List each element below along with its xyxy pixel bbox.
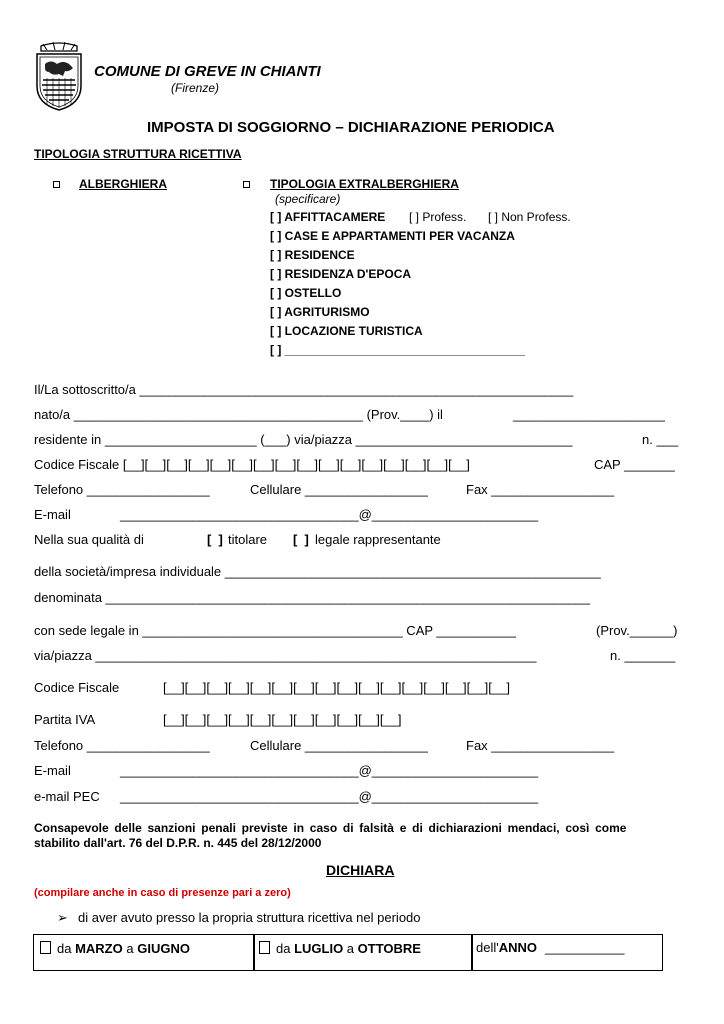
coat-of-arms-logo: [33, 42, 85, 112]
checkbox-extralberghiera[interactable]: [243, 181, 250, 188]
option-locazione-turistica[interactable]: [ ] LOCAZIONE TURISTICA: [270, 324, 423, 338]
pec-label: e-mail PEC: [34, 789, 100, 804]
checkbox-icon[interactable]: [40, 941, 51, 954]
p3-line[interactable]: ___________: [545, 940, 625, 955]
option-non-profess[interactable]: [ ] Non Profess.: [488, 210, 571, 224]
field-sede-prov[interactable]: (Prov.______): [596, 623, 678, 638]
period-divider-1: [253, 934, 255, 970]
period-luglio-ottobre[interactable]: [259, 941, 421, 956]
period-anno[interactable]: [476, 940, 625, 955]
field-nato[interactable]: nato/a ________________________________________ (Prov.____) il: [34, 407, 443, 422]
piva-label: Partita IVA: [34, 712, 96, 727]
consapevole-text: Consapevole delle sanzioni penali previste in caso di falsità e di dichiarazioni mendaci, così come: [34, 821, 627, 835]
field-societa[interactable]: della società/impresa individuale ____________________________________________________: [34, 564, 601, 579]
comune-name: COMUNE DI GREVE IN CHIANTI: [94, 63, 321, 80]
specificare: (specificare): [275, 192, 341, 206]
option-profess[interactable]: [ ] Profess.: [409, 210, 467, 224]
option-residenza-epoca[interactable]: [ ] RESIDENZA D'EPOCA: [270, 267, 412, 281]
field-telefono-2[interactable]: Telefono _________________: [34, 738, 210, 753]
p1-pre: da: [57, 941, 76, 956]
arrow-icon: ➢: [57, 910, 68, 925]
option-other[interactable]: [ ] ____________________________________: [270, 343, 525, 357]
checkbox-icon[interactable]: [259, 941, 270, 954]
period-marzo-giugno[interactable]: [40, 941, 190, 956]
email2-label: E-mail: [34, 763, 71, 778]
checkbox-titolare[interactable]: [ ]: [207, 532, 223, 547]
cf2-label: Codice Fiscale: [34, 680, 120, 695]
checkbox-alberghiera[interactable]: [53, 181, 60, 188]
field-partita-iva[interactable]: [__][__][__][__][__][__][__][__][__][__][__]: [163, 712, 402, 727]
p1-month-a: MARZO: [75, 941, 123, 956]
field-fax[interactable]: Fax _________________: [466, 482, 615, 497]
p2-mid: a: [343, 941, 358, 956]
p1-mid: a: [122, 941, 138, 956]
option-ostello[interactable]: [ ] OSTELLO: [270, 286, 342, 300]
field-telefono[interactable]: Telefono _________________: [34, 482, 210, 497]
consapevole-text-2: stabilito dall'art. 76 del D.P.R. n. 445 del 28/12/2000: [34, 836, 322, 850]
page-title: IMPOSTA DI SOGGIORNO – DICHIARAZIONE PERIODICA: [147, 119, 555, 136]
compilare-note: (compilare anche in caso di presenze pari a zero): [34, 887, 291, 899]
field-via-numero[interactable]: n. _______: [610, 648, 676, 663]
dichiara-heading: DICHIARA: [326, 862, 395, 878]
field-cellulare[interactable]: Cellulare _________________: [250, 482, 428, 497]
field-fax-2[interactable]: Fax _________________: [466, 738, 615, 753]
period-divider-2: [471, 934, 473, 970]
qualita-label: Nella sua qualità di: [34, 532, 144, 547]
label-extralberghiera: TIPOLOGIA EXTRALBERGHIERA: [270, 177, 459, 191]
field-numero-civico[interactable]: n. ___: [642, 432, 679, 447]
option-residence[interactable]: [ ] RESIDENCE: [270, 248, 355, 262]
field-email-2[interactable]: _________________________________@_______________________: [120, 763, 539, 778]
option-affittacamere[interactable]: [ ] AFFITTACAMERE: [270, 210, 386, 224]
option-case-vacanza[interactable]: [ ] CASE E APPARTAMENTI PER VACANZA: [270, 229, 515, 243]
email-label: E-mail: [34, 507, 71, 522]
p3-anno: ANNO: [498, 940, 537, 955]
field-sede-legale[interactable]: con sede legale in ____________________________________ CAP ___________: [34, 623, 516, 638]
section-title: TIPOLOGIA STRUTTURA RICETTIVA: [34, 147, 242, 161]
field-data-nascita[interactable]: _____________________: [513, 407, 665, 422]
field-residente[interactable]: residente in _____________________ (___) via/piazza ______________________________: [34, 432, 573, 447]
option-agriturismo[interactable]: [ ] AGRITURISMO: [270, 305, 370, 319]
titolare-label: titolare: [228, 532, 268, 547]
p1-month-b: GIUGNO: [137, 941, 190, 956]
periodo-text: di aver avuto presso la propria struttura ricettiva nel periodo: [78, 910, 421, 925]
field-cap[interactable]: CAP _______: [594, 457, 675, 472]
field-sottoscritto[interactable]: Il/La sottoscritto/a ____________________________________________________________: [34, 382, 574, 397]
field-email[interactable]: _________________________________@_______________________: [120, 507, 539, 522]
field-cf-societa[interactable]: [__][__][__][__][__][__][__][__][__][__][__][__][__][__][__][__]: [163, 680, 510, 695]
field-codice-fiscale[interactable]: Codice Fiscale [__][__][__][__][__][__][__][__][__][__][__][__][__][__][__][__]: [34, 457, 470, 472]
field-pec[interactable]: _________________________________@_______________________: [120, 789, 539, 804]
p2-month-b: OTTOBRE: [357, 941, 421, 956]
legale-label: legale rappresentante: [315, 532, 441, 547]
p2-month-a: LUGLIO: [294, 941, 344, 956]
label-alberghiera: ALBERGHIERA: [79, 177, 168, 191]
field-cellulare-2[interactable]: Cellulare _________________: [250, 738, 428, 753]
p3-pre: dell': [476, 940, 499, 955]
field-denominata[interactable]: denominata ___________________________________________________________________: [34, 590, 590, 605]
checkbox-legale[interactable]: [ ]: [293, 532, 309, 547]
provincia: (Firenze): [171, 81, 220, 95]
field-via[interactable]: via/piazza _____________________________________________________________: [34, 648, 537, 663]
p2-pre: da: [276, 941, 295, 956]
